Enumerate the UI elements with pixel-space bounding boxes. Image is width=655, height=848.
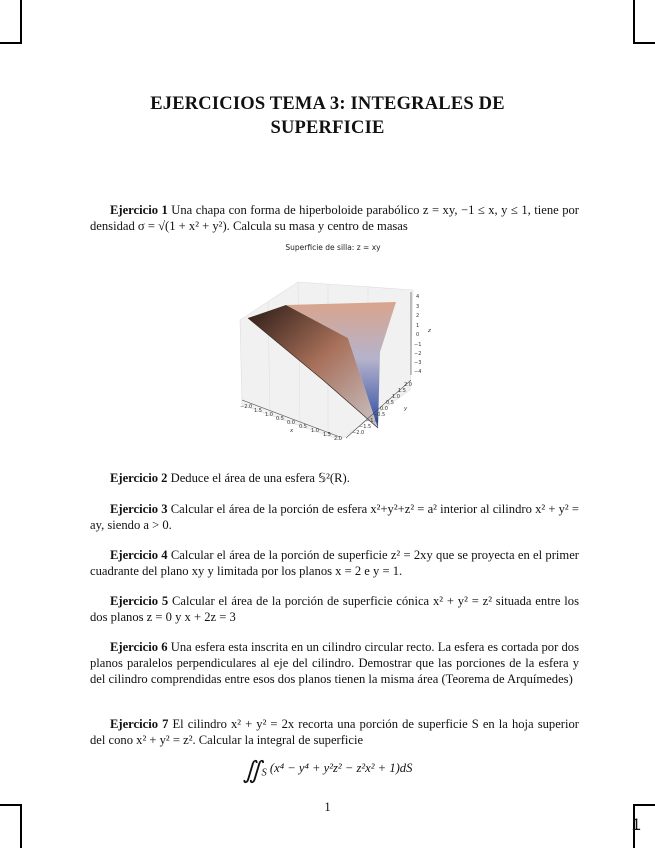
exercise-text: Una chapa con forma de hiperboloide parabólico z = xy, −1 ≤ x, y ≤ 1, tiene por densidad σ = √(1 + x² + y²). Calcula su masa y centro de masas [90, 203, 579, 234]
z-tick: 4 [416, 294, 420, 300]
z-tick: 3 [416, 304, 420, 310]
exercise-text: Calcular el área de la porción de superficie z² = 2xy que se proyecta en el primer cuadrante del plano xy y limitada por los planos x = 2 e y = 1. [90, 548, 579, 579]
integral-subscript: S [261, 767, 267, 779]
y-tick: −0.5 [373, 412, 386, 418]
exercise-6 [90, 639, 579, 688]
x-tick: 1.5 [254, 408, 262, 414]
sheet-number: 1 [631, 815, 641, 834]
exercise-text: Calcular el área de la porción de superficie cónica x² + y² = z² situada entre los dos planos z = 0 y x + 2z = 3 [90, 594, 579, 625]
exercise-label: Ejercicio 6 [110, 640, 168, 654]
title-line-2: SUPERFICIE [270, 118, 385, 138]
y-tick: 0.5 [386, 400, 394, 406]
exercise-text: El cilindro x² + y² = 2x recorta una porción de superficie S en la hoja superior del cono x² + y² = z². Calcular la integral de superficie [90, 717, 579, 748]
y-tick: 0.0 [380, 406, 388, 412]
crop-mark-top-left-v [20, 0, 22, 44]
y-tick: −2.0 [352, 430, 365, 436]
document-title [90, 92, 565, 140]
y-axis-label: y [404, 406, 408, 412]
exercise-label: Ejercicio 3 [110, 502, 168, 516]
integral-expression: (x⁴ − y⁴ + y²z² − z²x² + 1)dS [269, 761, 413, 775]
z-tick: −4 [414, 369, 422, 375]
exercise-2 [90, 470, 579, 486]
crop-mark-top-right-h [633, 42, 655, 44]
z-tick: 1 [416, 323, 420, 329]
exercise-3 [90, 501, 579, 533]
y-tick: 1.5 [398, 388, 406, 394]
z-tick: 0 [416, 332, 420, 338]
exercise-4 [90, 547, 579, 579]
exercise-text: Calcular el área de la porción de esfera x²+y²+z² = a² interior al cilindro x² + y² = ay, siendo a > 0. [90, 502, 579, 533]
z-tick: −2 [414, 351, 422, 357]
x-tick: 0.5 [299, 424, 307, 430]
exercise-label: Ejercicio 5 [110, 594, 169, 608]
x-axis-label: x [290, 428, 294, 434]
exercise-label: Ejercicio 7 [110, 717, 169, 731]
exercise-label: Ejercicio 4 [110, 548, 168, 562]
exercise-label: Ejercicio 2 [110, 471, 168, 485]
surface-integral-display [0, 756, 655, 785]
y-tick: 1.0 [392, 394, 400, 400]
exercise-5 [90, 593, 579, 625]
exercise-7 [90, 716, 579, 748]
x-tick: 1.5 [323, 432, 331, 438]
z-axis-label: z [428, 328, 431, 334]
y-tick: −1.0 [366, 418, 379, 424]
x-tick: −2.0 [240, 404, 253, 410]
y-tick: 2.0 [404, 382, 412, 388]
z-tick: −1 [414, 342, 422, 348]
exercise-text: Una esfera esta inscrita en un cilindro circular recto. La esfera es cortada por dos planos paralelos perpendiculares al eje del cilindro. Demostrar que las porciones de la esfera y del cilindro comprendidas entre esos dos planos tienen la misma área (Teorema de Arquímedes) [90, 640, 579, 687]
z-tick: 2 [416, 313, 420, 319]
x-tick: 0.0 [287, 420, 295, 426]
title-line-1: EJERCICIOS TEMA 3: INTEGRALES DE [150, 94, 505, 114]
crop-mark-top-right-v [633, 0, 635, 44]
saddle-surface-figure [228, 240, 438, 445]
double-integral-sign: ∬ [242, 758, 262, 784]
crop-mark-top-left-h [0, 42, 22, 44]
z-tick: −3 [414, 360, 422, 366]
x-tick: 0.5 [276, 416, 284, 422]
x-tick: 1.0 [265, 412, 273, 418]
x-tick: 1.0 [311, 428, 319, 434]
x-tick: 2.0 [334, 436, 342, 442]
y-tick: −1.5 [359, 424, 372, 430]
page-number: 1 [324, 800, 331, 814]
exercise-text: Deduce el área de una esfera 𝕊²(R). [170, 471, 350, 485]
exercise-label: Ejercicio 1 [110, 203, 168, 217]
exercise-1 [90, 202, 579, 234]
figure-title: Superficie de silla: z = xy [285, 243, 381, 252]
